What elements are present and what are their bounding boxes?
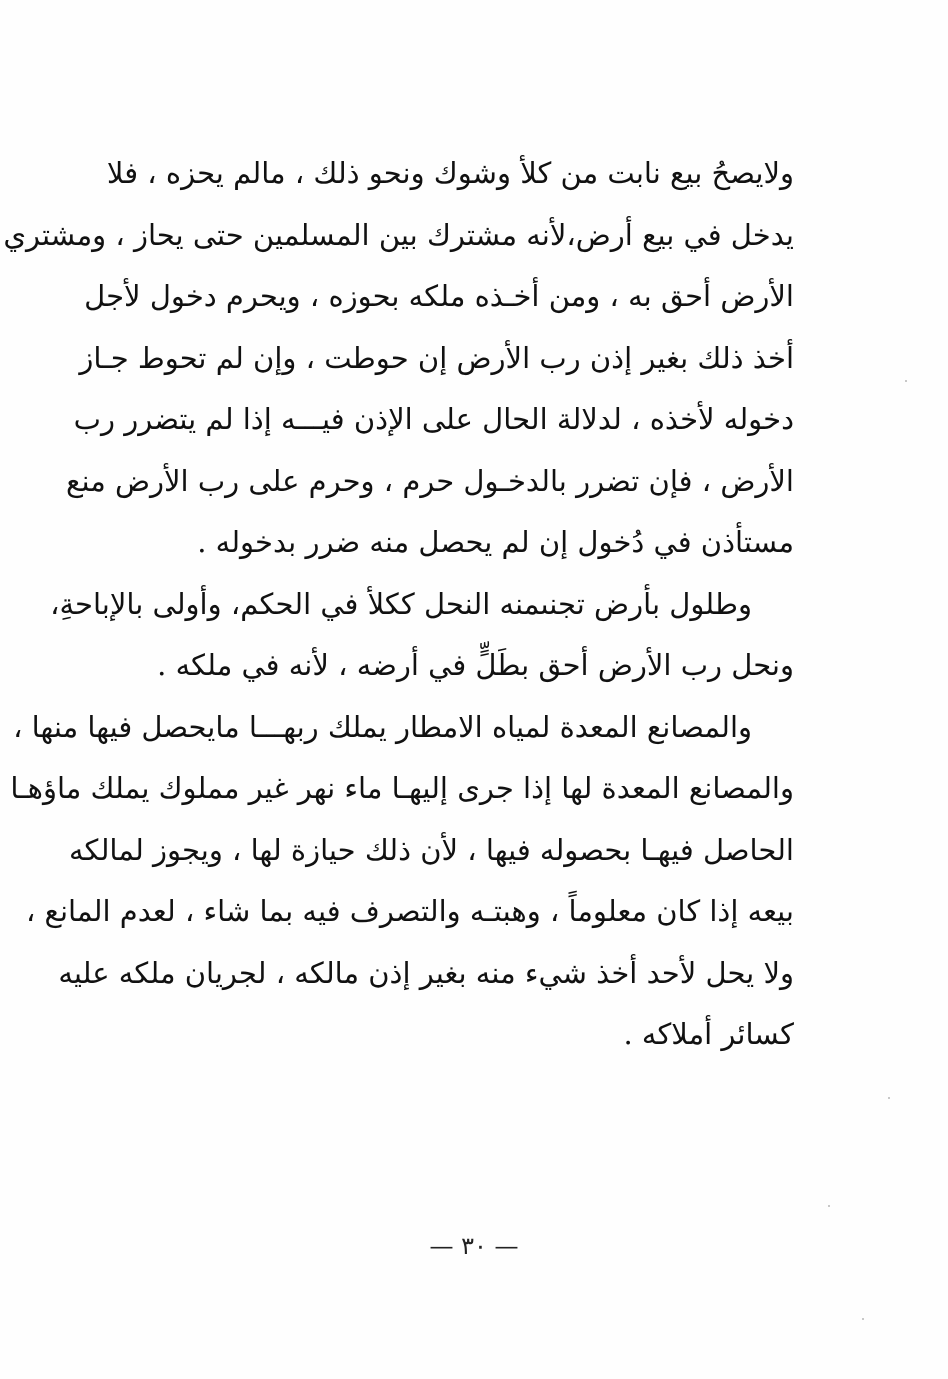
- text-line: الأرض أحق به ، ومن أخـذه ملكه بحوزه ، ويحرم دخول لأجل: [84, 279, 794, 313]
- text-line: الحاصل فيهـا بحصوله فيها ، لأن ذلك حيازة لها ، ويجوز لمالكه: [69, 832, 794, 867]
- text-line: كسائر أملاكه .: [623, 1017, 794, 1051]
- paragraph-3: [10, 704, 794, 1073]
- text-line: دخوله لأخذه ، لدلالة الحال على الإذن فيـــه إذا لم يتضرر رب: [73, 402, 794, 436]
- text-line: وطلول بأرض تجنىمنه النحل ككلأ في الحكم، وأولى بالإباحةِ،: [50, 586, 752, 621]
- text-line: والمصانع المعدة لمياه الامطار يملك ربهـــا مايحصل فيها منها ،: [13, 709, 752, 744]
- paragraph-1: [3, 150, 794, 581]
- text-line: مستأذن في دُخول إن لم يحصل منه ضرر بدخوله .: [197, 525, 794, 559]
- text-line: ولا يحل لأحد أخذ شيء منه بغير إذن مالكه ، لجريان ملكه عليه: [58, 955, 794, 990]
- text-line: والمصانع المعدة لها إذا جرى إليهـا ماء نهر غير مملوك يملك ماؤهـا: [10, 771, 794, 805]
- paragraph-2: [50, 581, 794, 704]
- text-line: أخذ ذلك بغير إذن رب الأرض إن حوطت ، وإن لم تحوط جـاز: [79, 340, 794, 375]
- text-line: الأرض ، فإن تضرر بالدخـول حرم ، وحرم على رب الأرض منع: [66, 463, 794, 498]
- body-text: [3, 150, 794, 1073]
- text-line: ونحل رب الأرض أحق بطَلٍّ في أرضه ، لأنه في ملكه .: [157, 648, 794, 682]
- paper-speck: [828, 1205, 830, 1207]
- text-line: ولايصحُ بيع نابت من كلأ وشوك ونحو ذلك ، مالم يحزه ، فلا: [106, 156, 794, 190]
- paper-speck: [862, 1318, 864, 1320]
- paper-speck: [888, 1097, 890, 1099]
- page-number: — ٣٠ —: [429, 1232, 519, 1260]
- paper-speck: [905, 380, 907, 382]
- text-line: بيعه إذا كان معلوماً ، وهبتـه والتصرف فيه بما شاء ، لعدم المانع ،: [25, 894, 794, 928]
- text-line: يدخل في بيع أرض،لأنه مشترك بين المسلمين حتى يحاز ، ومشتري: [3, 217, 794, 252]
